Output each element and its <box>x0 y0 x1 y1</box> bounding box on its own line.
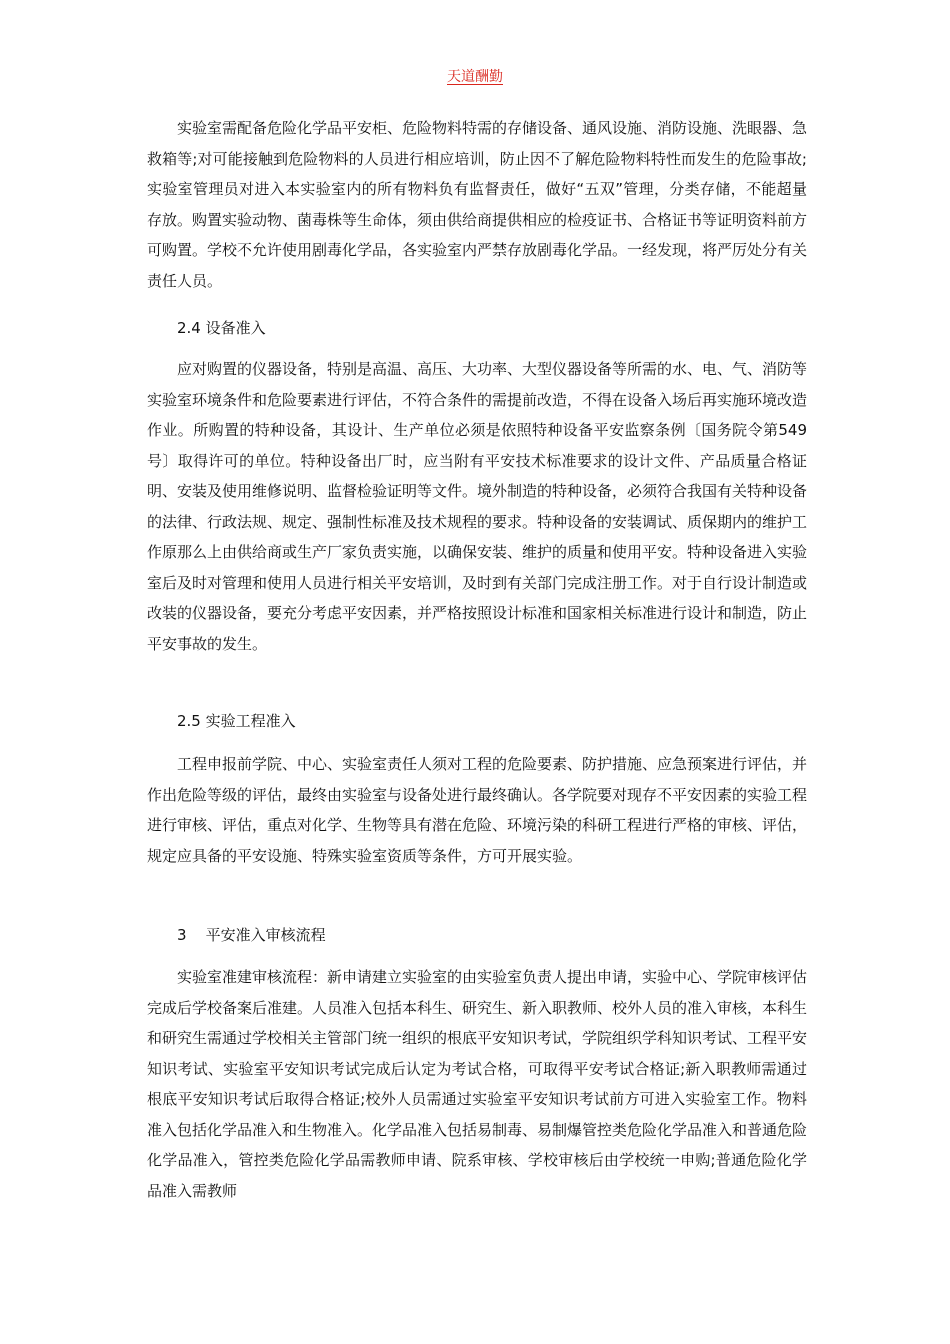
section-heading-2-4: 2.4 设备准入 <box>177 319 266 337</box>
page-header: 天道酬勤 <box>447 69 503 85</box>
paragraph-hazardous-materials: 实验室需配备危险化学品平安柜、危险物料特需的存储设备、通风设施、消防设施、洗眼器、急救箱等;对可能接触到危险物料的人员进行相应培训，防止因不了解危险物料特性而发生的危险事故;实验室管理员对进入本实验室内的所有物料负有监督责任，做好“五双”管理，分类存储，不能超量存放。购置实验动物、菌毒株等生命体，须由供给商提供相应的检疫证书、合格证书等证明资料前方可购置。学校不允许使用剧毒化学品，各实验室内严禁存放剧毒化学品。一经发现，将严厉处分有关责任人员。 <box>147 119 808 290</box>
section-heading-3: 3 平安准入审核流程 <box>177 926 326 944</box>
section-heading-2-5: 2.5 实验工程准入 <box>177 712 296 730</box>
paragraph-review-process: 实验室准建审核流程：新申请建立实验室的由实验室负责人提出申请，实验中心、学院审核评估完成后学校备案后准建。人员准入包括本科生、研究生、新入职教师、校外人员的准入审核，本科生和研究生需通过学校相关主管部门统一组织的根底平安知识考试，学院组织学科知识考试、工程平安知识考试、实验室平安知识考试完成后认定为考试合格，可取得平安考试合格证;新入职教师需通过根底平安知识考试后取得合格证;校外人员需通过实验室平安知识考试前方可进入实验室工作。物料准入包括化学品准入和生物准入。化学品准入包括易制毒、易制爆管控类危险化学品准入和普通危险化学品准入，管控类危险化学品需教师申请、院系审核、学校审核后由学校统一申购;普通危险化学品准入需教师 <box>147 968 808 1200</box>
paragraph-equipment-access: 应对购置的仪器设备，特别是高温、高压、大功率、大型仪器设备等所需的水、电、气、消防等实验室环境条件和危险要素进行评估，不符合条件的需提前改造，不得在设备入场后再实施环境改造作业。所购置的特种设备，其设计、生产单位必须是依照特种设备平安监察条例〔国务院令第549号〕取得许可的单位。特种设备出厂时，应当附有平安技术标准要求的设计文件、产品质量合格证明、安装及使用维修说明、监督检验证明等文件。境外制造的特种设备，必须符合我国有关特种设备的法律、行政法规、规定、强制性标准及技术规程的要求。特种设备的安装调试、质保期内的维护工作原那么上由供给商或生产厂家负责实施，以确保安装、维护的质量和使用平安。特种设备进入实验室后及时对管理和使用人员进行相关平安培训，及时到有关部门完成注册工作。对于自行设计制造或改装的仪器设备，要充分考虑平安因素，并严格按照设计标准和国家相关标准进行设计和制造，防止平安事故的发生。 <box>147 360 808 653</box>
paragraph-project-access: 工程申报前学院、中心、实验室责任人须对工程的危险要素、防护措施、应急预案进行评估，并作出危险等级的评估，最终由实验室与设备处进行最终确认。各学院要对现存不平安因素的实验工程进行审核、评估，重点对化学、生物等具有潜在危险、环境污染的科研工程进行严格的审核、评估，规定应具备的平安设施、特殊实验室资质等条件，方可开展实验。 <box>147 755 808 865</box>
